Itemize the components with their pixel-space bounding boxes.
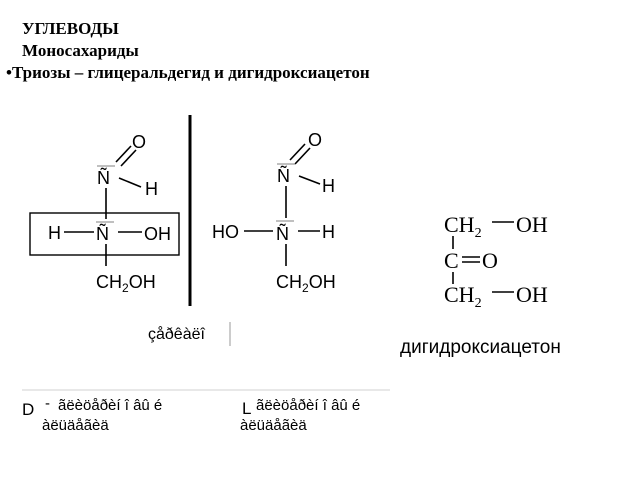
right-ch-bond	[299, 176, 320, 184]
bullet-mark: •	[6, 63, 12, 82]
right-caption-line2: àëüäåãèä	[240, 417, 307, 434]
left-ch2oh	[96, 272, 156, 295]
mirror-label: çåðêàëî	[148, 326, 205, 343]
left-oh: OH	[144, 224, 171, 244]
left-carbon-top: Ñ	[97, 168, 110, 188]
left-oxygen: O	[132, 132, 147, 152]
left-h-top: H	[145, 179, 158, 199]
dha-row3	[444, 282, 482, 311]
right-ch2oh-oh: OH	[308, 272, 336, 292]
dha-row3-ch: CH	[444, 282, 475, 307]
left-ch2oh-oh: OH	[128, 272, 156, 292]
right-double-bond-b	[295, 148, 310, 164]
right-ch2oh-sub: 2	[302, 281, 309, 295]
right-ch2oh	[276, 272, 336, 295]
dha-row2-o: O	[482, 248, 498, 273]
right-h-right: H	[322, 222, 335, 242]
right-h-top: H	[322, 176, 335, 196]
right-molecule	[212, 130, 336, 295]
dha-row1-oh: OH	[516, 212, 548, 237]
left-double-bond-b	[121, 150, 136, 166]
left-ch2oh-sub: 2	[122, 281, 129, 295]
dha-row3-oh: OH	[516, 282, 548, 307]
right-carbon-mid: Ñ	[276, 224, 289, 244]
dha-name: дигидроксиацетон	[400, 337, 561, 358]
dha-row1-ch: CH	[444, 212, 475, 237]
right-double-bond-a	[290, 144, 305, 160]
dha-row1-sub: 2	[474, 226, 482, 241]
dha-row1	[444, 212, 482, 241]
right-ch2oh-ch: CH	[276, 272, 302, 292]
right-oxygen: O	[308, 130, 323, 150]
left-carbon-mid: Ñ	[96, 224, 109, 244]
dha-row3-sub: 2	[474, 296, 482, 311]
left-caption-line1: ãëèöåðèí î âû é	[58, 397, 163, 414]
right-ho: HO	[212, 222, 239, 242]
bullet-text: Триозы – глицеральдегид и дигидроксиацетон	[11, 63, 370, 82]
left-caption-prefix: D	[22, 400, 35, 419]
left-caption-dash: -	[45, 395, 50, 412]
page-subtitle: Моносахариды	[22, 41, 139, 60]
page-title: УГЛЕВОДЫ	[22, 19, 119, 38]
captions	[22, 395, 360, 434]
left-double-bond-a	[116, 146, 131, 162]
left-molecule	[30, 132, 179, 295]
right-carbon-top: Ñ	[277, 166, 290, 186]
left-caption-line2: àëüäåãèä	[42, 417, 109, 434]
dha-row2-c: C	[444, 248, 459, 273]
left-ch2oh-ch: CH	[96, 272, 122, 292]
right-caption-line1: ãëèöåðèí î âû é	[256, 397, 361, 414]
dha-molecule	[444, 212, 548, 311]
left-h-left: H	[48, 223, 61, 243]
right-caption-prefix: L	[242, 399, 252, 418]
left-ch-bond	[119, 178, 141, 187]
